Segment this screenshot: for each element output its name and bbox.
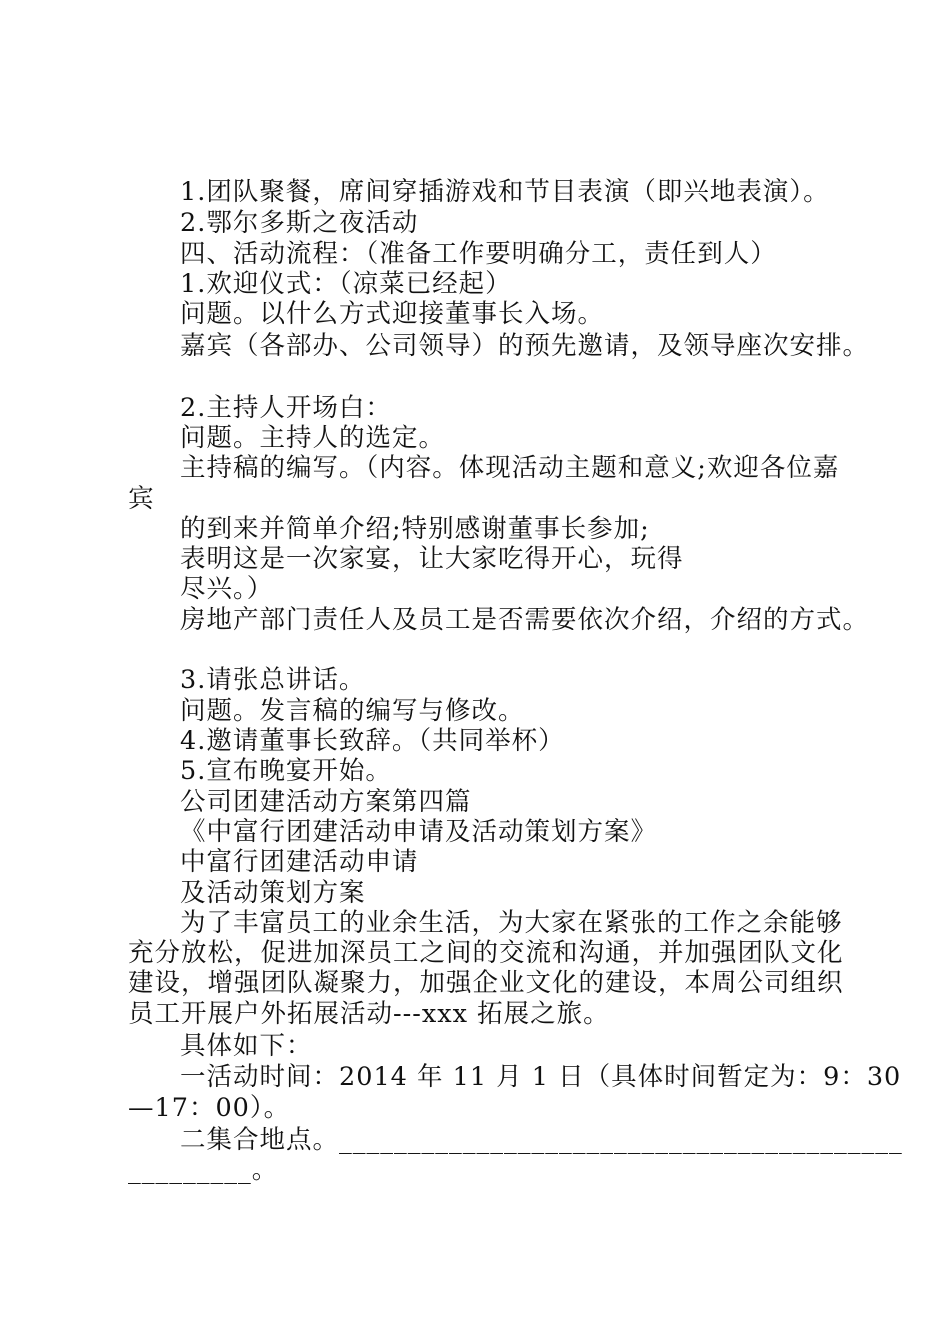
document-subtitle: 中富行团建活动申请 (180, 847, 419, 877)
paragraph-line: 问题。以什么方式迎接董事长入场。 (180, 299, 605, 329)
paragraph-line: 表明这是一次家宴，让大家吃得开心，玩得 (180, 544, 684, 574)
paragraph-line: 的到来并简单介绍;特别感谢董事长参加; (180, 514, 650, 544)
paragraph-line: 房地产部门责任人及员工是否需要依次介绍，介绍的方式。 (180, 605, 870, 635)
paragraph-line: 一活动时间：2014 年 11 月 1 日（具体时间暂定为：9：30 (180, 1062, 902, 1092)
paragraph-line: 员工开展户外拓展活动---xxx 拓展之旅。 (128, 999, 610, 1029)
paragraph-line: —17：00）。 (128, 1093, 291, 1123)
paragraph-line: 宾 (128, 484, 155, 514)
document-title: 《中富行团建活动申请及活动策划方案》 (180, 817, 658, 847)
paragraph-line: 5.宣布晚宴开始。 (180, 756, 392, 786)
paragraph-line: 1.团队聚餐，席间穿插游戏和节目表演（即兴地表演）。 (180, 177, 830, 207)
paragraph-line: 尽兴。） (180, 574, 274, 604)
paragraph-line: 具体如下： (180, 1031, 313, 1061)
paragraph-line: 3.请张总讲话。 (180, 665, 366, 695)
paragraph-line: 问题。发言稿的编写与修改。 (180, 696, 525, 726)
section-heading: 四、活动流程：（准备工作要明确分工，责任到人） (180, 239, 777, 269)
paragraph-line: 主持稿的编写。（内容。体现活动主题和意义;欢迎各位嘉 (180, 453, 840, 483)
paragraph-line: 1.欢迎仪式：（凉菜已经起） (180, 269, 512, 299)
paragraph-line: 4.邀请董事长致辞。（共同举杯） (180, 726, 565, 756)
paragraph-line: 充分放松，促进加深员工之间的交流和沟通，并加强团队文化 (128, 938, 844, 968)
paragraph-line: 二集合地点。_________________________________________ (180, 1125, 903, 1155)
paragraph-line: 嘉宾（各部办、公司领导）的预先邀请，及领导座次安排。 (180, 331, 870, 361)
paragraph-line: 问题。主持人的选定。 (180, 423, 446, 453)
document-subtitle: 及活动策划方案 (180, 878, 366, 908)
section-heading: 公司团建活动方案第四篇 (180, 787, 472, 817)
paragraph-line: 2.鄂尔多斯之夜活动 (180, 208, 419, 238)
paragraph-line: _________。 (128, 1155, 279, 1185)
paragraph-line: 为了丰富员工的业余生活，为大家在紧张的工作之余能够 (180, 908, 843, 938)
paragraph-line: 建设，增强团队凝聚力，加强企业文化的建设，本周公司组织 (128, 968, 844, 998)
paragraph-line: 2.主持人开场白： (180, 393, 392, 423)
